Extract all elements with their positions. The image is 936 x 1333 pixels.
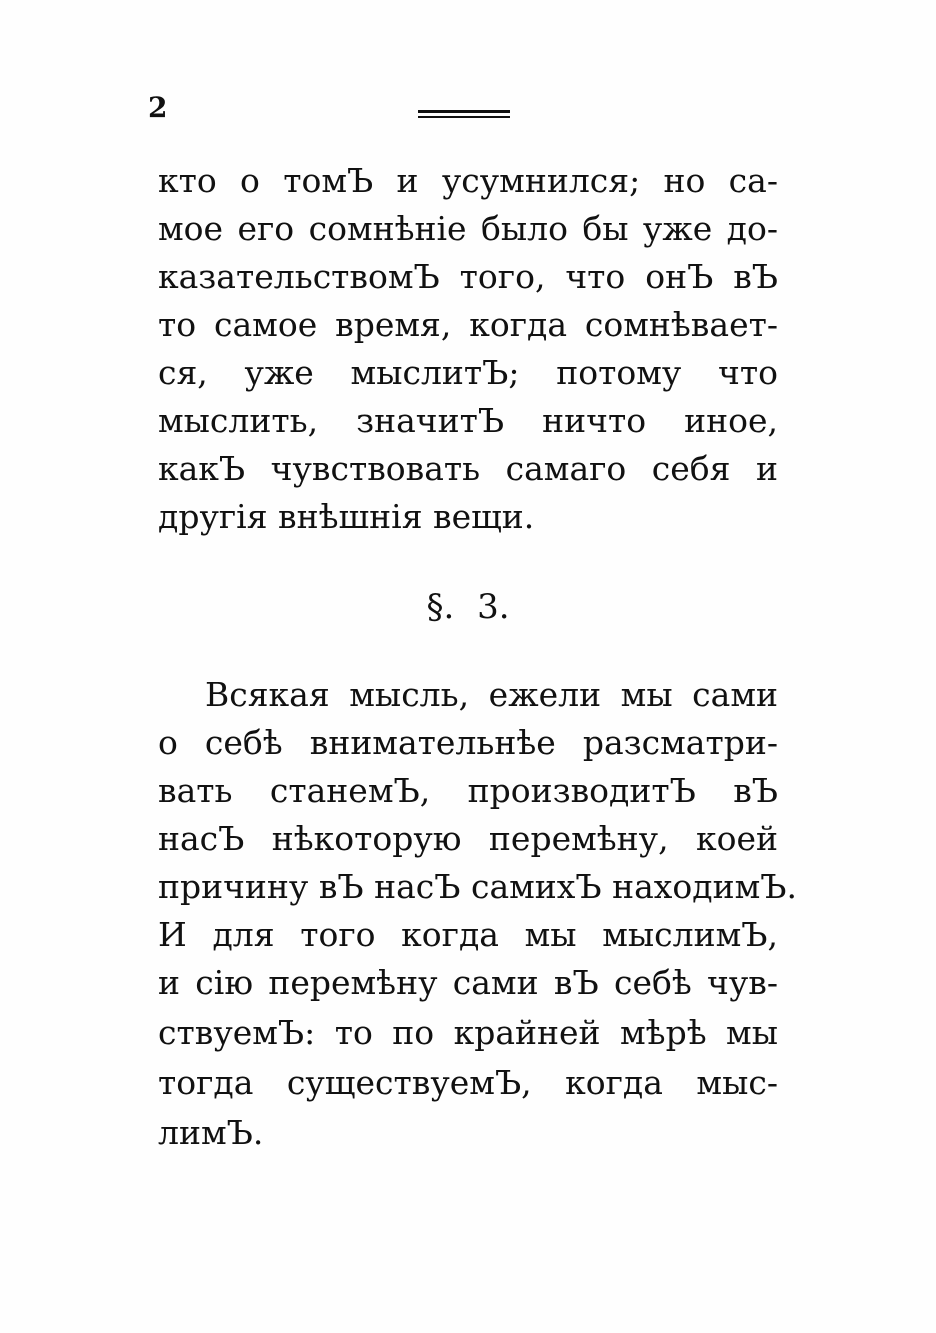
paragraph-line: ствуемЪ: то по крайней мѣрѣ мы xyxy=(158,1013,778,1052)
paragraph-line: И для того когда мы мыслимЪ, xyxy=(158,915,778,954)
section-heading: §. 3. xyxy=(426,587,510,627)
paragraph-line: причину вЪ насЪ самихЪ находимЪ. xyxy=(158,867,797,906)
paragraph-line: мое его сомнѣніе было бы уже до- xyxy=(158,209,778,248)
paragraph-line: какЪ чувствовать самаго себя и xyxy=(158,449,778,488)
paragraph-line: о себѣ внимательнѣе разсматри- xyxy=(158,723,778,762)
paragraph-line: то самое время, когда сомнѣвает- xyxy=(158,305,778,344)
paragraph-line: насЪ нѣкоторую перемѣну, коей xyxy=(158,819,778,858)
paragraph-line: вать станемЪ, производитЪ вЪ xyxy=(158,771,778,810)
paragraph-line: Всякая мысль, ежели мы сами xyxy=(205,675,778,714)
paragraph-line: другія внѣшнія вещи. xyxy=(158,497,535,536)
paragraph-line: тогда существуемЪ, когда мыс- xyxy=(158,1063,778,1102)
paragraph-line: и сію перемѣну сами вЪ себѣ чув- xyxy=(158,963,778,1002)
paragraph-line: кто о томЪ и усумнился; но са- xyxy=(158,161,778,200)
paragraph-line: ся, уже мыслитЪ; потому что xyxy=(158,353,778,392)
header-rule xyxy=(418,110,510,118)
paragraph-line: казательствомЪ того, что онЪ вЪ xyxy=(158,257,778,296)
page-number: 2 xyxy=(148,91,168,124)
paragraph-line: лимЪ. xyxy=(158,1113,264,1152)
paragraph-line: мыслить, значитЪ ничто иное, xyxy=(158,401,778,440)
